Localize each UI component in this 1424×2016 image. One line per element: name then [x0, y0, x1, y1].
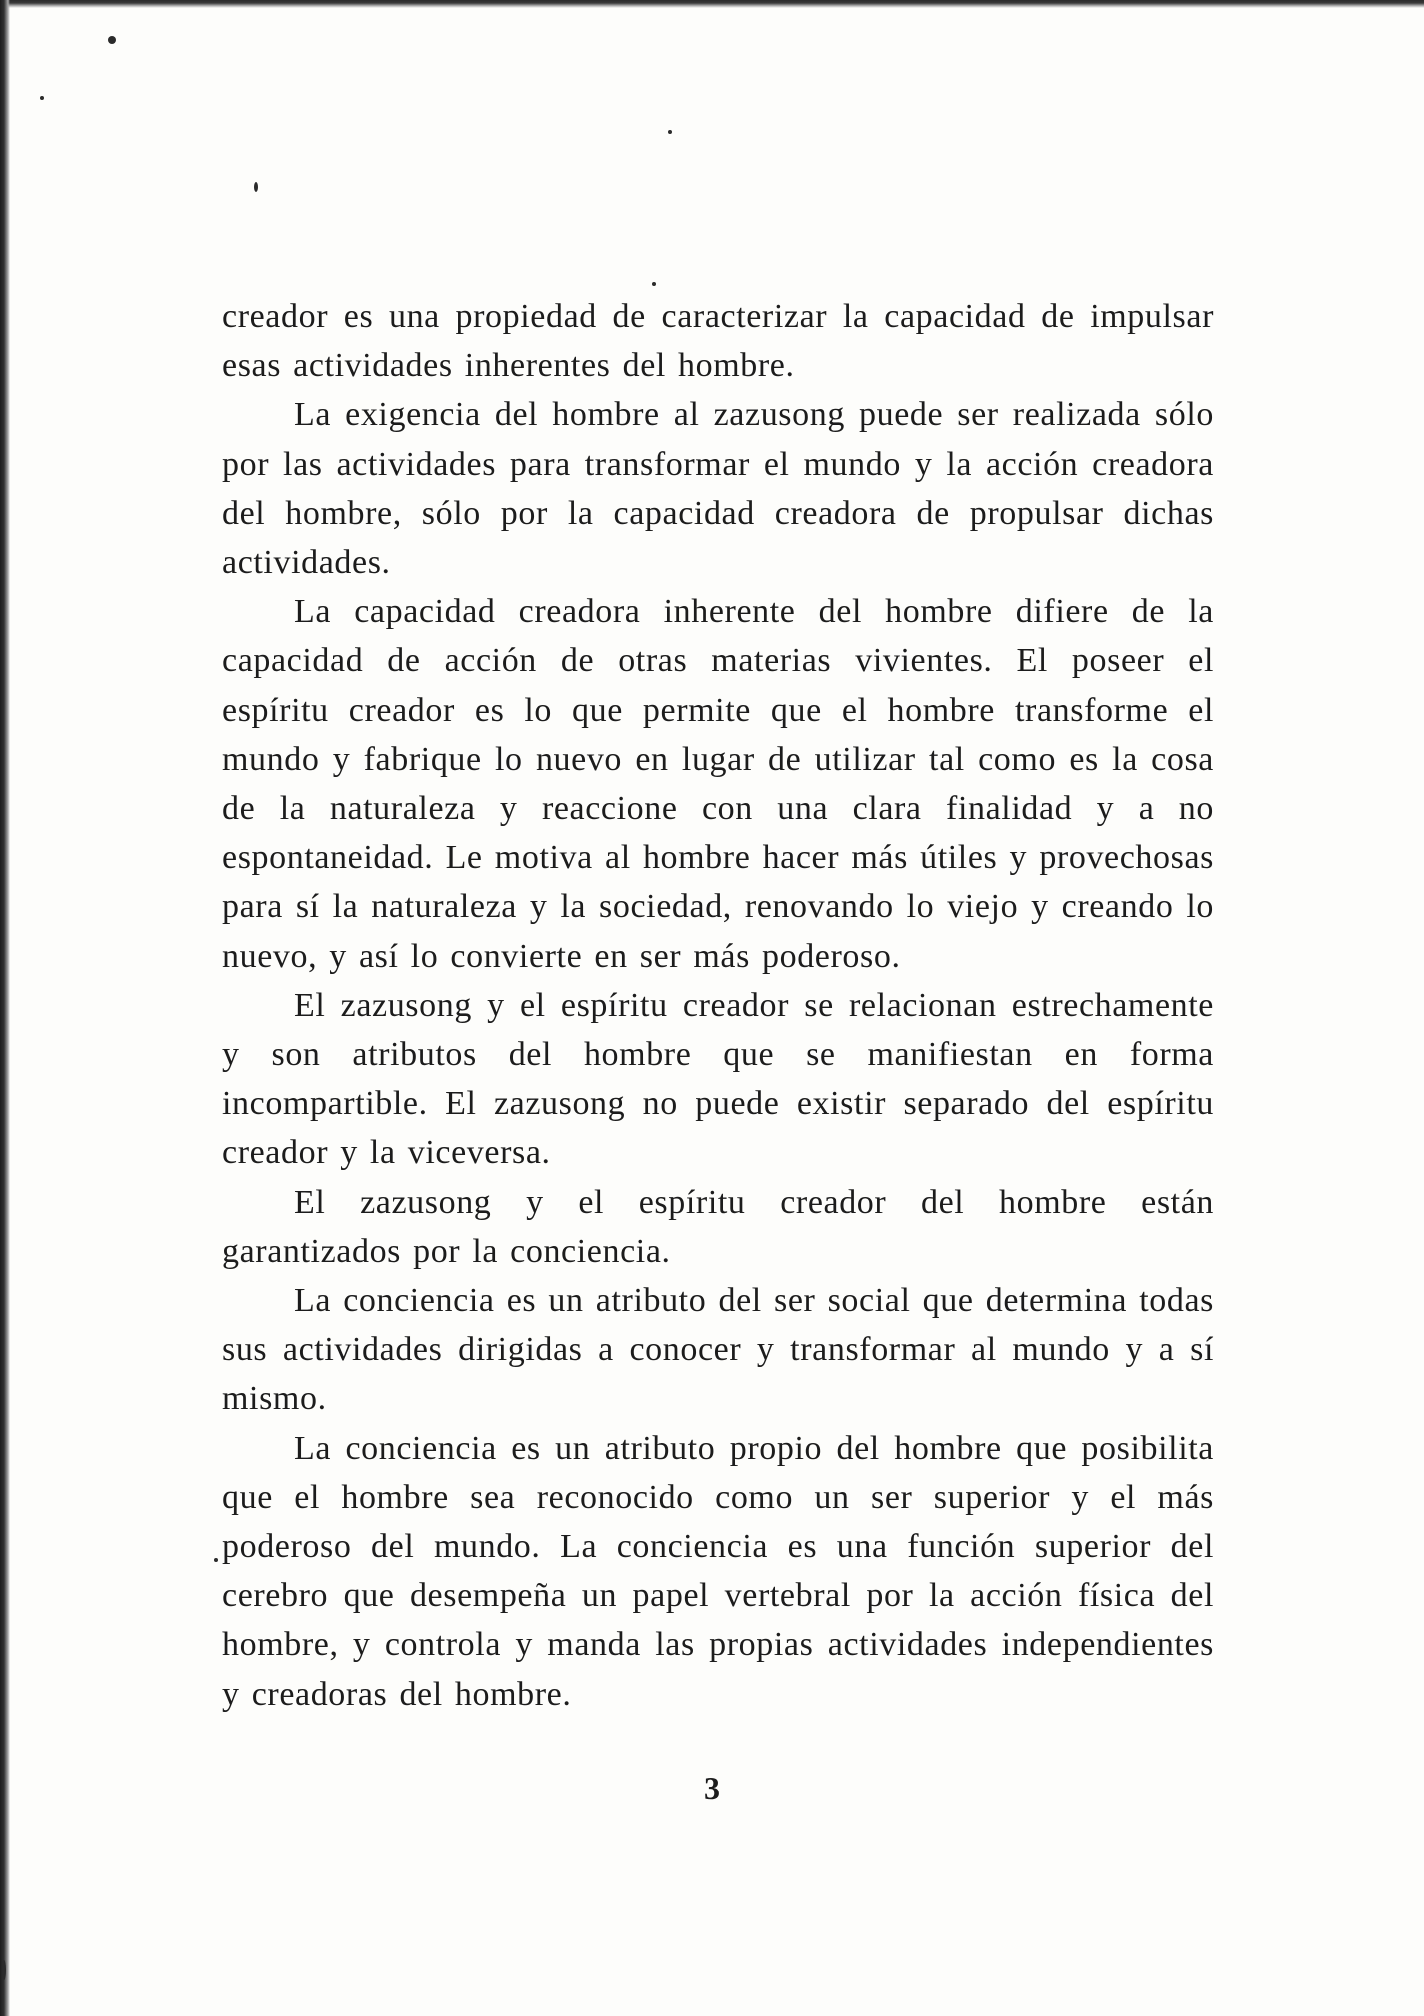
paragraph: La conciencia es un atributo propio del hombre que posibilita que el hombre sea reconocido como un ser superior y el más poderoso del mundo. La conciencia es una función superior del cerebro que desempeña un papel vertebral por la acción física del hombre, y controla y manda las propias actividades independientes y creadoras del hombre.	[222, 1429, 1214, 1713]
scan-speck	[254, 182, 258, 192]
page-number: 3	[704, 1770, 720, 1806]
scan-speck	[2, 1960, 6, 1980]
scan-speck	[668, 130, 672, 134]
scan-speck	[214, 1558, 218, 1562]
scan-border-top	[0, 0, 1424, 8]
paragraph: creador es una propiedad de caracterizar la capacidad de impulsar esas actividades inherentes del hombre.	[222, 298, 1214, 385]
scan-speck	[108, 36, 116, 44]
paragraph: El zazusong y el espíritu creador del hombre están garantizados por la conciencia.	[222, 1183, 1214, 1270]
paragraph: El zazusong y el espíritu creador se relacionan estrechamente y son atributos del hombre que se manifiestan en forma incompartible. El zazusong no puede existir separado del espíritu creador y la viceversa.	[222, 986, 1214, 1172]
body-text	[222, 292, 1214, 1719]
paragraph: La exigencia del hombre al zazusong puede ser realizada sólo por las actividades para transformar el mundo y la acción creadora del hombre, sólo por la capacidad creadora de propulsar dichas actividades.	[222, 396, 1214, 582]
scan-speck	[652, 282, 656, 286]
paragraph: La capacidad creadora inherente del hombre difiere de la capacidad de acción de otras materias vivientes. El poseer el espíritu creador es lo que permite que el hombre transforme el mundo y fabrique lo nuevo en lugar de utilizar tal como es la cosa de la naturaleza y reaccione con una clara finalidad y a no espontaneidad. Le motiva al hombre hacer más útiles y provechosas para sí la naturaleza y la sociedad, renovando lo viejo y creando lo nuevo, y así lo convierte en ser más poderoso.	[222, 593, 1214, 975]
paragraph: La conciencia es un atributo del ser social que determina todas sus actividades dirigidas a conocer y transformar al mundo y a sí mismo.	[222, 1282, 1214, 1418]
scan-speck	[40, 96, 44, 100]
scan-border-left	[0, 0, 10, 2016]
